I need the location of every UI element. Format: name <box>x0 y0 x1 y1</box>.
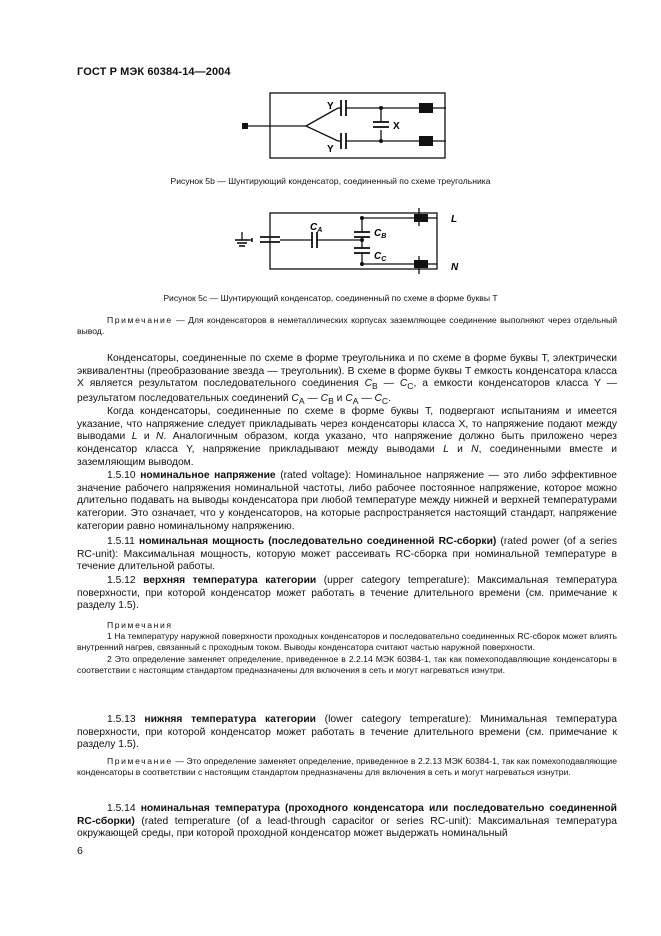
definition-1-5-10: 1.5.10 номинальное напряжение (rated voltage): Номинальное напряжение — это либо эффективное значение рабочего напряжения номинальной частоты, либо рабочее постоянное напряжение, которое можно длительно подавать на выводы конденсатора при любой температуре между нижней и верхней температурами категории. Это означает, что у конденсаторов, на которые распространяется настоящий стандарт, напряжение категории равно номинальному напряжению. <box>77 470 618 532</box>
definition-1-5-12: 1.5.12 верхняя температура категории (upper category temperature): Максимальная температура поверхности, при которой конденсатор может работать в течение длительного времени (см. примечание к разделу 1.5). <box>77 575 617 612</box>
label-y-bottom: Y <box>327 144 334 155</box>
note-grounding: Примечание — Для конденсаторов в неметаллических корпусах заземляющее соединение выполняют через отдельный вывод. <box>77 315 617 337</box>
figure-5b-caption: Рисунок 5b — Шунтирующий конденсатор, соединенный по схеме треугольника <box>170 176 491 186</box>
label-ca: $C_A$ <box>310 222 323 234</box>
label-x: X <box>393 121 400 132</box>
label-cb: $C_B$ <box>374 228 387 240</box>
page-number: 6 <box>77 845 83 857</box>
figure-5c-caption: Рисунок 5c — Шунтирующий конденсатор, соединенный по схеме в форме буквы T <box>163 293 498 303</box>
label-cc: $C_C$ <box>374 251 387 263</box>
definition-1-5-13: 1.5.13 нижняя температура категории (lower category temperature): Минимальная температура поверхности, при которой конденсатор может работать в течение длительного времени (см. примечание к разделу 1.5). <box>77 714 617 751</box>
note-1-5-13: Примечание — Это определение заменяет определение, приведенное в 2.2.13 МЭК 60384-1, так как помехоподавляющие конденсаторы в соответствии с настоящим стандартом предназначены для включения в сеть и могут нагреваться изнутри. <box>77 756 618 778</box>
figure-5b-diagram <box>240 88 450 164</box>
label-n: N <box>451 262 459 273</box>
figure-5c-diagram <box>232 204 467 278</box>
paragraph-equivalence: Конденсаторы, соединенные по схеме в форме треугольника и по схеме в форме буквы T, электрически эквивалентны (преобразование звезда — треугольник). В схеме в форме буквы T емкость конденсатора класса X является результатом последовательного соединения $C_B$ — $C_C$, а емкости конденсаторов класса Y — результатом последовательных соединений $C_A$ — $C_B$ и $C_A$ — $C_C$. <box>77 353 617 407</box>
paragraph-testing: Когда конденсаторы, соединенные по схеме в форме буквы T, подвергают испытаниям и имеется указание, что напряжение следует прикладывать через конденсаторы класса X, то напряжение подают между выводами L и N. Аналогичным образом, когда указано, что напряжение должно быть приложено через конденсатор класса Y, напряжение прикладывают между выводами L и N, соединенными вместе и заземляющим выводом. <box>77 406 617 468</box>
label-l: L <box>451 214 458 225</box>
definition-1-5-14: 1.5.14 номинальная температура (проходного конденсатора или последовательно соединенной RC-сборки) (rated temperature (of a lead-through capacitor or series RC-unit): Максимальная температура окружающей среды, при которой проходной конденсатор может выдержать номинальный <box>77 803 617 840</box>
standard-header: ГОСТ Р МЭК 60384-14—2004 <box>77 66 231 78</box>
definition-1-5-11: 1.5.11 номинальная мощность (последовательно соединенной RC-сборки) (rated power (of a series RC-unit): Максимальная мощность, которую может рассеивать RC-сборка при номинальной температуре в течение длительной работы. <box>77 536 617 573</box>
notes-1-5-12: Примечания 1 На температуру наружной поверхности проходных конденсаторов и последовательно соединенных RC-сборок может влиять внутренний нагрев, связанный с проходным током. Выводы конденсатора считают частью наружной поверхности. 2 Это определение заменяет определение, приведенное в 2.2.14 МЭК 60384-1, так как помехоподавляющие конденсаторы в соответствии с настоящим стандартом предназначены для включения в сеть и могут нагреваться изнутри. <box>77 620 617 675</box>
label-y-top: Y <box>327 101 334 112</box>
